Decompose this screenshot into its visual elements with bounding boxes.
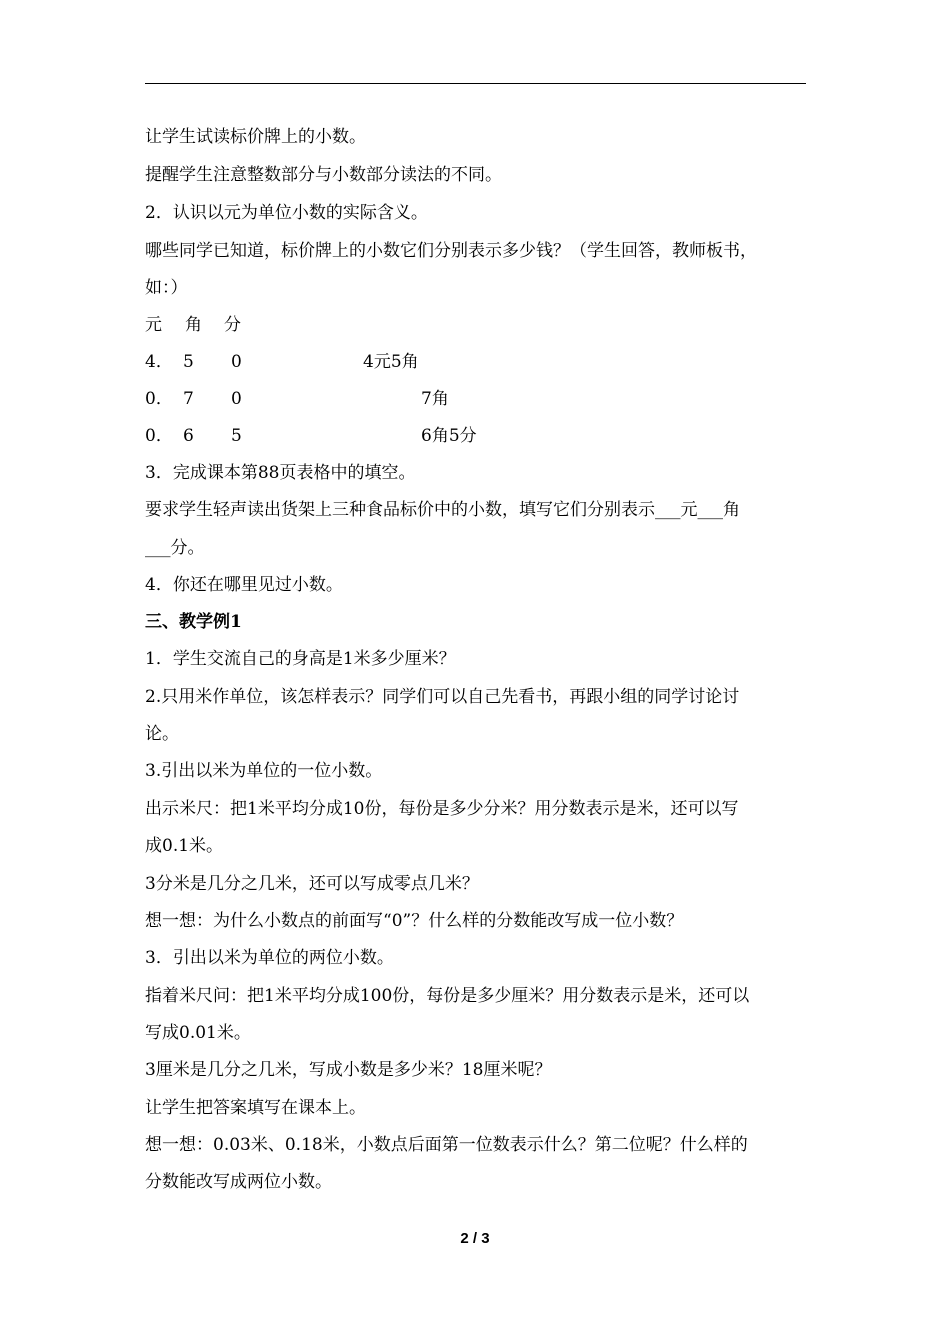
text-line: 2.只用米作单位，该怎样表示？同学们可以自己先看书，再跟小组的同学讨论讨: [145, 687, 740, 707]
section-heading: 三、教学例1: [145, 612, 242, 632]
text-line: 3．完成课本第88页表格中的填空。: [145, 463, 416, 483]
text-line: 哪些同学已知道，标价牌上的小数它们分别表示多少钱？（学生回答，教师板书，: [145, 241, 757, 261]
table-result: 4元5角: [363, 352, 419, 372]
table-header-yuan: 元: [145, 315, 162, 335]
text-line: 写成0.01米。: [145, 1023, 251, 1043]
text-line: 如：）: [145, 278, 188, 298]
text-line: 让学生试读标价牌上的小数。: [145, 127, 366, 147]
table-cell: 0: [231, 389, 242, 409]
text-line: 3.引出以米为单位的一位小数。: [145, 761, 383, 781]
text-line: 指着米尺问：把1米平均分成100份，每份是多少厘米？用分数表示是米，还可以: [145, 986, 750, 1006]
text-line: 2．认识以元为单位小数的实际含义。: [145, 203, 428, 223]
table-header-jiao: 角: [185, 315, 202, 335]
table-cell: 7: [183, 389, 194, 409]
table-cell: 5: [183, 352, 194, 372]
text-line: 1．学生交流自己的身高是1米多少厘米？: [145, 649, 456, 669]
text-line: 3．引出以米为单位的两位小数。: [145, 948, 394, 968]
text-line: 论。: [145, 724, 179, 744]
table-cell: 6: [183, 426, 194, 446]
text-line: 3分米是几分之几米，还可以写成零点几米？: [145, 874, 479, 894]
header-rule: [145, 83, 806, 84]
page-number: 2 / 3: [460, 1230, 490, 1247]
text-line: 让学生把答案填写在课本上。: [145, 1098, 366, 1118]
text-line: 4．你还在哪里见过小数。: [145, 575, 343, 595]
table-cell: 0．: [145, 389, 173, 409]
table-result: 6角5分: [421, 426, 477, 446]
table-header-fen: 分: [224, 315, 241, 335]
text-line: 3厘米是几分之几米，写成小数是多少米？18厘米呢？: [145, 1060, 552, 1080]
text-line: 想一想：0.03米、0.18米，小数点后面第一位数表示什么？第二位呢？什么样的: [145, 1135, 748, 1155]
text-line: 想一想：为什么小数点的前面写“0”？什么样的分数能改写成一位小数？: [145, 911, 684, 931]
text-line: 成0.1米。: [145, 836, 224, 856]
table-cell: 5: [231, 426, 242, 446]
text-line: 要求学生轻声读出货架上三种食品标价中的小数，填写它们分别表示___元___角: [145, 500, 740, 520]
text-line: 提醒学生注意整数部分与小数部分读法的不同。: [145, 165, 502, 185]
text-line: 分数能改写成两位小数。: [145, 1172, 332, 1192]
table-result: 7角: [421, 389, 449, 409]
table-cell: 0．: [145, 426, 173, 446]
text-line: 出示米尺：把1米平均分成10份，每份是多少分米？用分数表示是米，还可以写: [145, 799, 739, 819]
table-cell: 4．: [145, 352, 173, 372]
table-cell: 0: [231, 352, 242, 372]
text-line: ___分。: [145, 538, 205, 558]
